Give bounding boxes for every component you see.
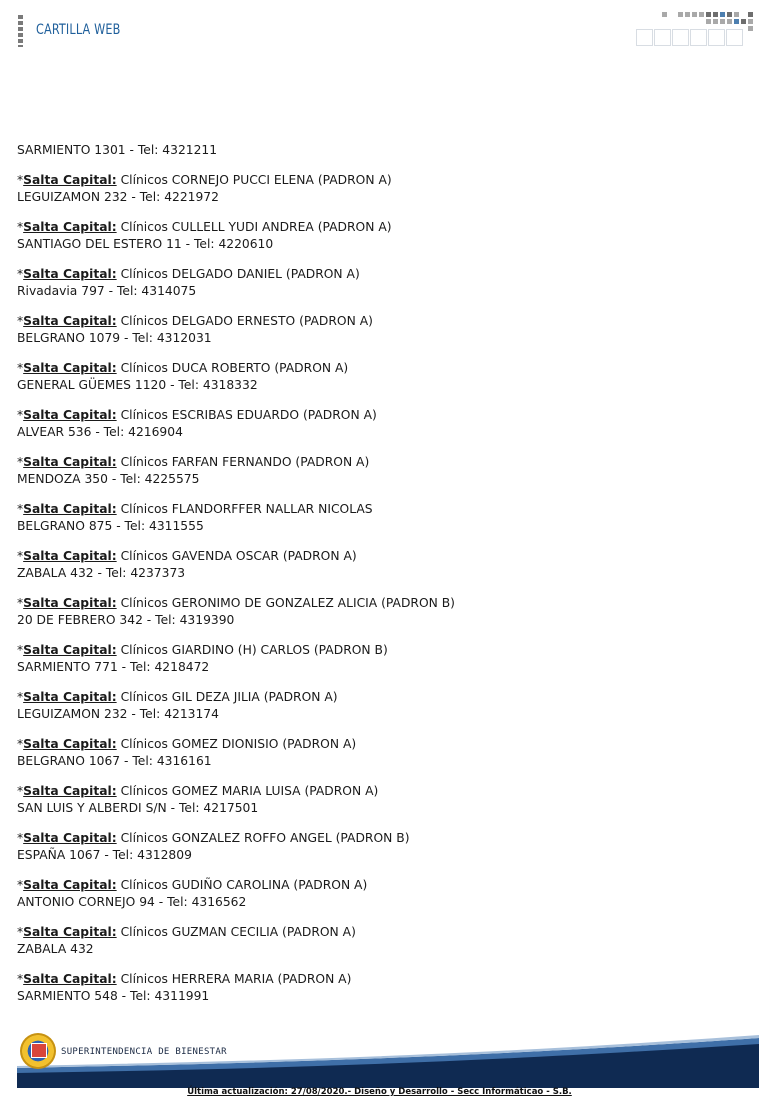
entry-detail: Clínicos CULLELL YUDI ANDREA (PADRON A) [120,220,392,234]
entry-prefix: * [17,925,24,939]
entry-prefix: * [17,596,24,610]
entry-prefix: * [17,784,24,798]
entry-detail: Clínicos GUDIÑO CAROLINA (PADRON A) [120,878,368,892]
list-item [17,407,717,441]
list-item [17,266,717,300]
list-item [17,595,717,629]
entries-container [17,172,717,1005]
entry-city: Salta Capital: [23,549,117,563]
list-item [17,689,717,723]
entry-heading [17,172,717,189]
entry-prefix: * [17,831,24,845]
organization-name: SUPERINTENDENCIA DE BIENESTAR [61,1047,227,1057]
list-item [17,219,717,253]
list-item [17,924,717,958]
list-item [17,548,717,582]
entry-city: Salta Capital: [23,690,117,704]
entry-heading [17,454,717,471]
list-item [17,172,717,206]
entry-heading [17,219,717,236]
entry-heading [17,266,717,283]
entry-address: MENDOZA 350 - Tel: 4225575 [17,472,200,486]
entry-city: Salta Capital: [23,737,117,751]
list-item [17,783,717,817]
entry-city: Salta Capital: [23,878,117,892]
entry-address: ZABALA 432 - Tel: 4237373 [17,566,186,580]
list-item [17,454,717,488]
entry-heading [17,595,717,612]
entry-address: BELGRANO 1067 - Tel: 4316161 [17,754,212,768]
entry-city: Salta Capital: [23,925,117,939]
last-updated-note: Última actualización: 27/08/2020.- Diseño y Desarrollo - Secc Informáticao - S.B. [187,1087,572,1097]
entry-heading [17,783,717,800]
entry-address: SANTIAGO DEL ESTERO 11 - Tel: 4220610 [17,237,274,251]
entry-city: Salta Capital: [23,784,117,798]
entry-address: ALVEAR 536 - Tel: 4216904 [17,425,183,439]
entry-detail: Clínicos GERONIMO DE GONZALEZ ALICIA (PADRON B) [120,596,455,610]
entry-detail: Clínicos GOMEZ MARIA LUISA (PADRON A) [120,784,379,798]
entry-heading [17,548,717,565]
list-item [17,971,717,1005]
provider-list [17,142,717,1018]
entry-city: Salta Capital: [23,455,117,469]
entry-heading [17,407,717,424]
entry-detail: Clínicos ESCRIBAS EDUARDO (PADRON A) [120,408,377,422]
entry-heading [17,877,717,894]
entry-heading [17,830,717,847]
entry-address: ANTONIO CORNEJO 94 - Tel: 4316562 [17,895,247,909]
entry-city: Salta Capital: [23,502,117,516]
entry-city: Salta Capital: [23,972,117,986]
entry-city: Salta Capital: [23,220,117,234]
entry-detail: Clínicos GIARDINO (H) CARLOS (PADRON B) [120,643,388,657]
entry-city: Salta Capital: [23,361,117,375]
entry-heading [17,689,717,706]
entry-detail: Clínicos GUZMAN CECILIA (PADRON A) [120,925,356,939]
entry-heading [17,924,717,941]
list-item [17,501,717,535]
entry-address: LEGUIZAMON 232 - Tel: 4213174 [17,707,219,721]
entry-heading [17,971,717,988]
entry-prefix: * [17,502,24,516]
entry-city: Salta Capital: [23,408,117,422]
entry-heading [17,736,717,753]
entry-prefix: * [17,314,24,328]
entry-detail: Clínicos DELGADO ERNESTO (PADRON A) [120,314,373,328]
entry-prefix: * [17,549,24,563]
entry-prefix: * [17,737,24,751]
entry-heading [17,501,717,518]
header-accent-bar [18,15,23,47]
entry-detail: Clínicos DUCA ROBERTO (PADRON A) [120,361,349,375]
entry-detail: Clínicos FLANDORFFER NALLAR NICOLAS [120,502,373,516]
list-item [17,830,717,864]
entry-city: Salta Capital: [23,596,117,610]
entry-detail: Clínicos CORNEJO PUCCI ELENA (PADRON A) [120,173,392,187]
entry-heading [17,642,717,659]
entry-city: Salta Capital: [23,314,117,328]
entry-detail: Clínicos HERRERA MARIA (PADRON A) [120,972,352,986]
entry-address: SAN LUIS Y ALBERDI S/N - Tel: 4217501 [17,801,259,815]
entry-address: 20 DE FEBRERO 342 - Tel: 4319390 [17,613,235,627]
entry-address: SARMIENTO 548 - Tel: 4311991 [17,989,210,1003]
page-title: CARTILLA WEB [36,22,121,38]
entry-address: SARMIENTO 771 - Tel: 4218472 [17,660,210,674]
entry-prefix: * [17,878,24,892]
list-item [17,736,717,770]
entry-city: Salta Capital: [23,173,117,187]
entry-detail: Clínicos DELGADO DANIEL (PADRON A) [120,267,360,281]
seal-shield-icon [31,1043,47,1058]
entry-prefix: * [17,408,24,422]
entry-heading [17,360,717,377]
entry-address: SARMIENTO 1301 - Tel: 4321211 [17,143,218,157]
entry-heading [17,313,717,330]
entry-prefix: * [17,643,24,657]
list-item [17,877,717,911]
entry-detail: Clínicos GOMEZ DIONISIO (PADRON A) [120,737,357,751]
list-item [17,313,717,347]
entry-address: ESPAÑA 1067 - Tel: 4312809 [17,848,192,862]
entry-prefix: * [17,972,24,986]
entry-detail: Clínicos GAVENDA OSCAR (PADRON A) [120,549,357,563]
entry-prefix: * [17,690,24,704]
entry-city: Salta Capital: [23,831,117,845]
footer-band [17,1030,759,1088]
entry-prefix: * [17,220,24,234]
list-item [17,642,717,676]
entry-prefix: * [17,361,24,375]
entry-address: BELGRANO 875 - Tel: 4311555 [17,519,204,533]
list-item [17,360,717,394]
entry-address: BELGRANO 1079 - Tel: 4312031 [17,331,212,345]
entry-prefix: * [17,267,24,281]
entry-address: Rivadavia 797 - Tel: 4314075 [17,284,197,298]
entry-detail: Clínicos GONZALEZ ROFFO ANGEL (PADRON B) [120,831,410,845]
entry-address: LEGUIZAMON 232 - Tel: 4221972 [17,190,219,204]
continued-entry [17,142,717,159]
entry-prefix: * [17,173,24,187]
entry-detail: Clínicos FARFAN FERNANDO (PADRON A) [120,455,370,469]
entry-city: Salta Capital: [23,643,117,657]
header-decoration [634,12,759,46]
entry-address: GENERAL GÜEMES 1120 - Tel: 4318332 [17,378,258,392]
entry-address: ZABALA 432 [17,942,94,956]
entry-city: Salta Capital: [23,267,117,281]
entry-detail: Clínicos GIL DEZA JILIA (PADRON A) [120,690,338,704]
entry-prefix: * [17,455,24,469]
